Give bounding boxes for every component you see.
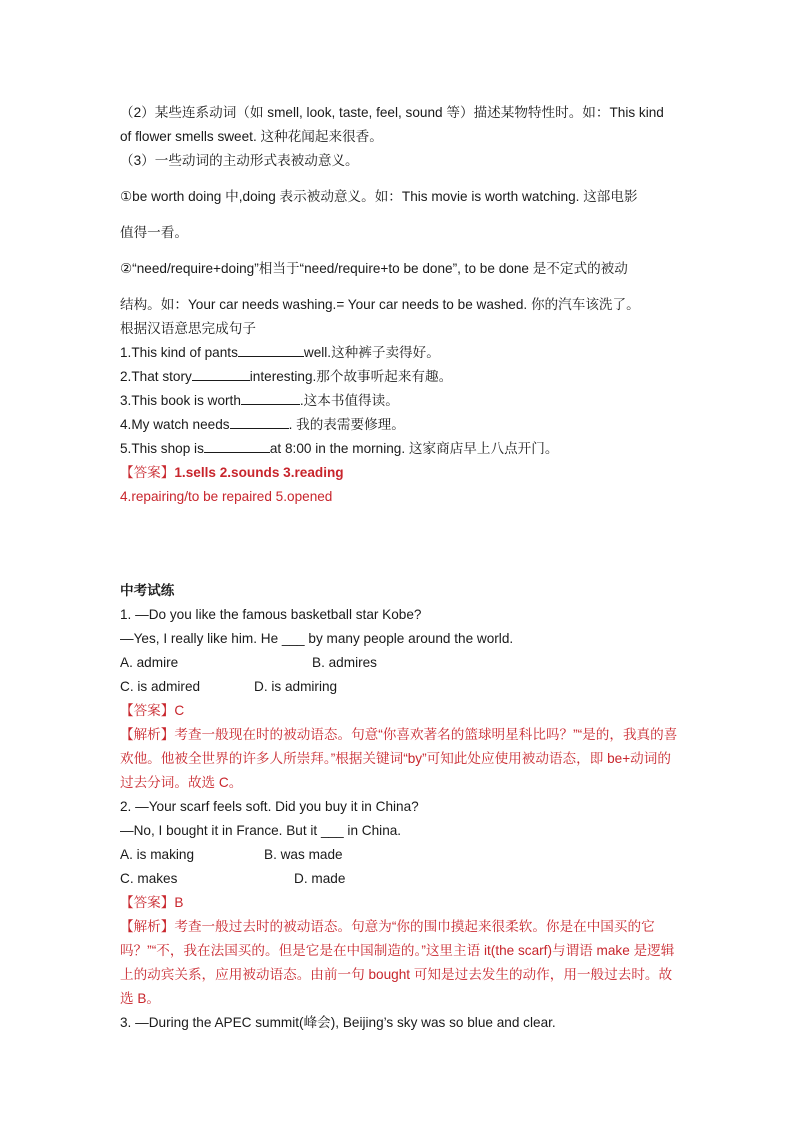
- q3-line1: 3. —During the APEC summit(峰会), Beijing’s sky was so blue and clear.: [120, 1015, 556, 1030]
- exam-heading: 中考试练: [120, 583, 175, 598]
- option-b[interactable]: B. was made: [264, 847, 343, 862]
- exercise-heading: 根据汉语意思完成句子: [120, 321, 256, 336]
- q2-line2: —No, I bought it in France. But it ___ in China.: [120, 823, 402, 838]
- answer-blank[interactable]: [241, 390, 300, 405]
- option-a[interactable]: A. is making: [120, 847, 195, 862]
- exercise-item: [120, 437, 680, 461]
- option-c[interactable]: C. makes: [120, 871, 178, 886]
- exercise-item-text: .这本书值得读。: [299, 393, 399, 408]
- exercise-item-text: 3.This book is worth: [120, 393, 241, 408]
- answer-text: 1.sells 2.sounds 3.reading: [174, 465, 344, 480]
- option-a[interactable]: A. admire: [120, 655, 179, 670]
- q2-line1: 2. —Your scarf feels soft. Did you buy it in China?: [120, 799, 419, 814]
- exercise-item-text: interesting.那个故事听起来有趣。: [249, 369, 453, 384]
- exercise-item: [120, 341, 680, 365]
- grammar-p2-line1: （2）某些连系动词（如 smell, look, taste, feel, sound 等）描述某物特性时。如：This kind: [120, 105, 664, 120]
- exercise-item-text: 5.This shop is: [120, 441, 204, 456]
- q2-options-ab: [120, 843, 680, 867]
- exercise-item-text: 4.My watch needs: [120, 417, 230, 432]
- grammar-p3-1-line1: ①be worth doing 中,doing 表示被动意义。如：This movie is worth watching. 这部电影: [120, 189, 638, 204]
- answer-label: 【答案】: [120, 465, 175, 480]
- grammar-p3-2-line2: 结构。如：Your car needs washing.= Your car needs to be washed. 你的汽车该洗了。: [120, 297, 640, 312]
- q2-options-cd: [120, 867, 680, 891]
- exercise-answer-line2: 4.repairing/to be repaired 5.opened: [120, 489, 333, 504]
- q1-options-ab: [120, 651, 680, 675]
- q1-answer: 【答案】C: [120, 703, 185, 718]
- exercise-item-text: . 我的表需要修理。: [288, 417, 405, 432]
- q1-line2: —Yes, I really like him. He ___ by many people around the world.: [120, 631, 514, 646]
- exercise-item-text: 1.This kind of pants: [120, 345, 238, 360]
- q1-line1: 1. —Do you like the famous basketball star Kobe?: [120, 607, 422, 622]
- answer-blank[interactable]: [204, 438, 270, 453]
- exercise-item: [120, 365, 680, 389]
- q1-analysis: 【解析】考查一般现在时的被动语态。句意“你喜欢著名的篮球明星科比吗？”“是的，我真的喜欢他。他被全世界的许多人所崇拜。”根据关键词“by”可知此处应使用被动语态，即 be+动词的过去分词。故选 C。: [120, 727, 678, 790]
- grammar-p3: （3）一些动词的主动形式表被动意义。: [120, 153, 359, 168]
- exercise-item: [120, 413, 680, 437]
- option-c[interactable]: C. is admired: [120, 679, 201, 694]
- exercise-item: [120, 389, 680, 413]
- option-d[interactable]: D. made: [294, 871, 346, 886]
- grammar-p2-line2: of flower smells sweet. 这种花闻起来很香。: [120, 129, 383, 144]
- answer-blank[interactable]: [192, 366, 250, 381]
- exercise-answer: [120, 461, 680, 485]
- document-page: [120, 101, 680, 1035]
- option-d[interactable]: D. is admiring: [254, 679, 338, 694]
- grammar-p3-1-line2: 值得一看。: [120, 225, 188, 240]
- exercise-item-text: at 8:00 in the morning. 这家商店早上八点开门。: [269, 441, 559, 456]
- answer-blank[interactable]: [230, 414, 289, 429]
- exercise-item-text: 2.That story: [120, 369, 192, 384]
- q1-options-cd: [120, 675, 680, 699]
- exercise-item-text: well.这种裤子卖得好。: [303, 345, 440, 360]
- q2-answer: 【答案】B: [120, 895, 184, 910]
- option-b[interactable]: B. admires: [312, 655, 377, 670]
- answer-blank[interactable]: [238, 342, 304, 357]
- grammar-p3-2-line1: ②“need/require+doing”相当于“need/require+to be done”, to be done 是不定式的被动: [120, 261, 628, 276]
- q2-analysis: 【解析】考查一般过去时的被动语态。句意为“你的围巾摸起来很柔软。你是在中国买的它吗？”“不，我在法国买的。但是它是在中国制造的。”这里主语 it(the scarf)与谓语 make 是逻辑上的动宾关系，应用被动语态。由前一句 bought 可知是过去发生的动作，用一般过去时。故选 B。: [120, 919, 675, 1006]
